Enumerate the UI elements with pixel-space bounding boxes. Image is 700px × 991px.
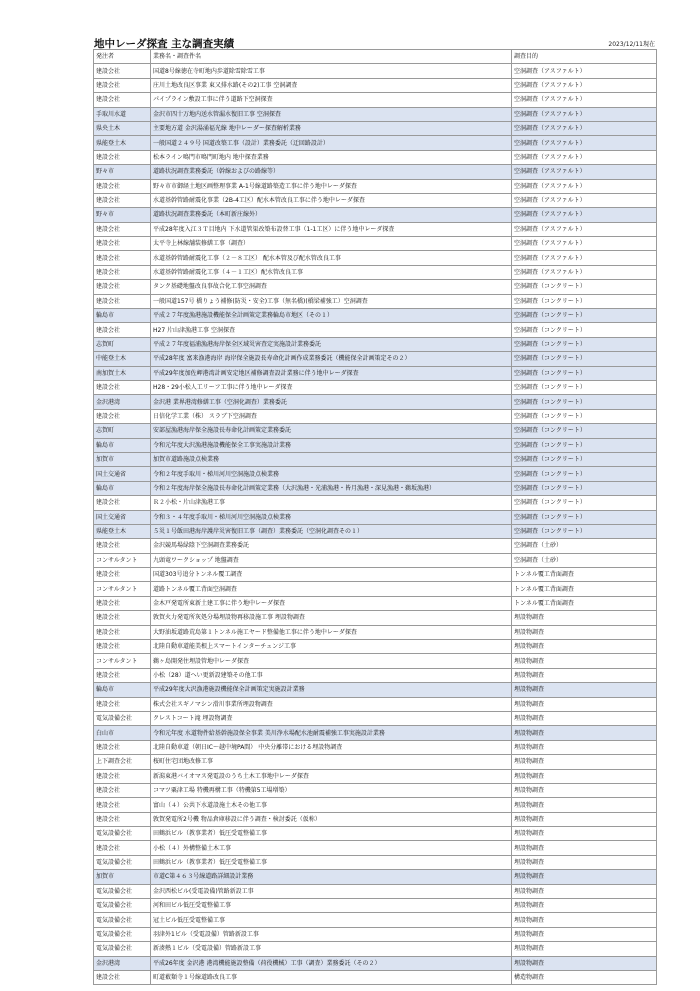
project-name-cell: 水道基幹管路耐震化事業（2B-4工区）配水本管改良工事に伴う地中レーダ探査 <box>151 193 512 207</box>
table-row <box>94 582 657 596</box>
project-name-cell: 金沢港 業界港湾修繕工事（空洞化調査）業務委託 <box>151 395 512 409</box>
client-cell: コンサルタント <box>94 654 151 668</box>
purpose-cell: 空洞調査（アスファルト） <box>512 93 657 107</box>
table-header-row <box>94 50 657 64</box>
table-row <box>94 913 657 927</box>
purpose-cell: 空洞調査（アスファルト） <box>512 121 657 135</box>
project-name-cell: 九頭竜ワークショップ 地盤調査 <box>151 553 512 567</box>
purpose-cell: 空洞調査（アスファルト） <box>512 251 657 265</box>
table-row <box>94 294 657 308</box>
client-cell: 電気設備会社 <box>94 711 151 725</box>
purpose-cell: 空洞調査（コンクリート） <box>512 510 657 524</box>
purpose-cell: 空洞調査（コンクリート） <box>512 323 657 337</box>
header-purpose: 調査目的 <box>512 50 657 64</box>
client-cell: 輪島市 <box>94 309 151 323</box>
purpose-cell: 空洞調査（コンクリート） <box>512 395 657 409</box>
client-cell: 建設会社 <box>94 93 151 107</box>
project-name-cell: ５災１号飯田港海岸護岸災害復旧工事（調査）業務委託（空洞化調査その１） <box>151 524 512 538</box>
table-row <box>94 222 657 236</box>
purpose-cell: 空洞調査（アスファルト） <box>512 136 657 150</box>
client-cell: 志賀町 <box>94 337 151 351</box>
purpose-cell: 埋設物調査 <box>512 956 657 970</box>
project-name-cell: コマツ粟津工場 特機再構工事（特機第5工場増築） <box>151 783 512 797</box>
client-cell: 電気設備会社 <box>94 827 151 841</box>
header-project-name: 業務名・調査件名 <box>151 50 512 64</box>
client-cell: 電気設備会社 <box>94 927 151 941</box>
client-cell: 建設会社 <box>94 280 151 294</box>
project-name-cell: 大野油坂道路荒島第１トンネル施工ヤード整備他工事に伴う地中レーダ探査 <box>151 625 512 639</box>
client-cell: コンサルタント <box>94 582 151 596</box>
purpose-cell: 空洞調査（アスファルト） <box>512 265 657 279</box>
client-cell: 輪島市 <box>94 683 151 697</box>
project-name-cell: パイプライン敷設工事に伴う道路下空洞探査 <box>151 93 512 107</box>
project-name-cell: 道路状況調査業務委託（本町新庄線外） <box>151 208 512 222</box>
project-name-cell: 野々市市御経土地区画整理事業 A-1号線道路築造工事に伴う地中レーダ探査 <box>151 179 512 193</box>
table-row <box>94 942 657 956</box>
project-name-cell: 敦賀火力発電所灰処分場埋設物再移設施工事 埋設物調査 <box>151 611 512 625</box>
table-row <box>94 409 657 423</box>
project-name-cell: 令和元年度 水道物件給基幹施設保全事業 美川浄水場配水池耐震補強工事実施設計業務 <box>151 726 512 740</box>
client-cell: 建設会社 <box>94 625 151 639</box>
project-name-cell: 太平寺上林線舗装修繕工事（調査） <box>151 237 512 251</box>
table-row <box>94 611 657 625</box>
purpose-cell: 埋設物調査 <box>512 755 657 769</box>
project-name-cell: 小松（28）道へい更新設建築その他工事 <box>151 668 512 682</box>
project-name-cell: 令和元年度大沢漁港施設機能保全工事実施設計業務 <box>151 438 512 452</box>
purpose-cell: 埋設物調査 <box>512 726 657 740</box>
table-row <box>94 783 657 797</box>
purpose-cell: 空洞調査（アスファルト） <box>512 222 657 236</box>
purpose-cell: 構造物調査 <box>512 971 657 985</box>
purpose-cell: 埋設物調査 <box>512 769 657 783</box>
purpose-cell: 空洞調査（アスファルト） <box>512 150 657 164</box>
client-cell: 建設会社 <box>94 64 151 78</box>
client-cell: 建設会社 <box>94 323 151 337</box>
table-row <box>94 309 657 323</box>
client-cell: 建設会社 <box>94 971 151 985</box>
client-cell: 建設会社 <box>94 193 151 207</box>
purpose-cell: 埋設物調査 <box>512 841 657 855</box>
project-name-cell: 金沢西松ビル(受電設備)管路新設工事 <box>151 884 512 898</box>
project-name-cell: 一般国道２４９号 国道改築工事（設計）業務委託（迂回路設計） <box>151 136 512 150</box>
client-cell: 志賀町 <box>94 424 151 438</box>
purpose-cell: 空洞調査（コンクリート） <box>512 366 657 380</box>
purpose-cell: トンネル覆工背面調査 <box>512 582 657 596</box>
project-name-cell: 安部屋漁港海岸保全施設長寿命化計画策定業務委託 <box>151 424 512 438</box>
table-row <box>94 827 657 841</box>
table-row <box>94 452 657 466</box>
project-name-cell: 平成２７年度漁港施設機能保全計画策定業務輪島市地区（その１） <box>151 309 512 323</box>
purpose-cell: 空洞調査（コンクリート） <box>512 438 657 452</box>
table-row <box>94 625 657 639</box>
project-name-cell: 北陸自動車道（朝日IC～越中境PA間） 中央分離帯における埋設物調査 <box>151 740 512 754</box>
project-name-cell: 町道薮類寺１号線道路改良工事 <box>151 971 512 985</box>
project-name-cell: 平成26年度 金沢港 港湾機能施設整備（荷役機械）工事（調査）業務委託（その２） <box>151 956 512 970</box>
purpose-cell: 空洞調査（アスファルト） <box>512 193 657 207</box>
project-name-cell: 道路トンネル覆工背面空洞調査 <box>151 582 512 596</box>
purpose-cell: 空洞調査（コンクリート） <box>512 481 657 495</box>
table-row <box>94 237 657 251</box>
client-cell: 建設会社 <box>94 78 151 92</box>
project-name-cell: 敦賀発電所2号機 物品倉庫移設に伴う調査・検討委託（仮称） <box>151 812 512 826</box>
client-cell: 建設会社 <box>94 294 151 308</box>
project-name-cell: 平成28年度入江３Ｔ目地内 下水道管渠改築布設替工事（1-1工区）に伴う地中レーダ探査 <box>151 222 512 236</box>
project-name-cell: タンク基礎地盤改良事故合化工事空洞調査 <box>151 280 512 294</box>
project-name-cell: 主要地方道 金沢湯涌福光線 地中レーダー探査解析業務 <box>151 121 512 135</box>
project-name-cell: 国道303号追分トンネル覆工調査 <box>151 568 512 582</box>
purpose-cell: 空洞調査（コンクリート） <box>512 452 657 466</box>
client-cell: 建設会社 <box>94 769 151 783</box>
project-name-cell: 庄川土地改良区事業 東又排水路(その2)工事 空洞調査 <box>151 78 512 92</box>
client-cell: 電気設備会社 <box>94 942 151 956</box>
table-row <box>94 841 657 855</box>
table-row <box>94 395 657 409</box>
client-cell: 電気設備会社 <box>94 884 151 898</box>
purpose-cell: 埋設物調査 <box>512 812 657 826</box>
table-row <box>94 64 657 78</box>
purpose-cell: 空洞調査（コンクリート） <box>512 380 657 394</box>
project-name-cell: 国道8号線徳在寺町地内歩道除雪除雪工事 <box>151 64 512 78</box>
client-cell: 建設会社 <box>94 740 151 754</box>
table-row <box>94 107 657 121</box>
table-row <box>94 971 657 985</box>
table-row <box>94 956 657 970</box>
table-row <box>94 668 657 682</box>
client-cell: 中能登土木 <box>94 352 151 366</box>
project-name-cell: 平成28年度 富来漁港海岸 海岸保全施設長寿命化計画作成業務委託（機能保全計画策定その２） <box>151 352 512 366</box>
table-row <box>94 769 657 783</box>
client-cell: 手取川水道 <box>94 107 151 121</box>
project-name-cell: クレストコート滝 埋設物調査 <box>151 711 512 725</box>
purpose-cell: 埋設物調査 <box>512 870 657 884</box>
purpose-cell: 空洞調査（コンクリート） <box>512 524 657 538</box>
client-cell: コンサルタント <box>94 553 151 567</box>
client-cell: 建設会社 <box>94 251 151 265</box>
project-name-cell: 金木戸発電所東新土建工事に伴う地中レーダ探査 <box>151 596 512 610</box>
project-name-cell: 新潟東港バイオマス発電設のうち土木工事地中レーダ探査 <box>151 769 512 783</box>
client-cell: 建設会社 <box>94 640 151 654</box>
client-cell: 電気設備会社 <box>94 855 151 869</box>
table-row <box>94 884 657 898</box>
client-cell: 野々市 <box>94 208 151 222</box>
client-cell: 建設会社 <box>94 568 151 582</box>
client-cell: 建設会社 <box>94 222 151 236</box>
table-row <box>94 193 657 207</box>
client-cell: 建設会社 <box>94 539 151 553</box>
table-row <box>94 424 657 438</box>
client-cell: 国土交通省 <box>94 510 151 524</box>
project-name-cell: Ｒ２小松・片山津漁港工事 <box>151 496 512 510</box>
table-row <box>94 553 657 567</box>
project-name-cell: 河和田ビル低圧受電整備工事 <box>151 899 512 913</box>
project-name-cell: 株式会社スギノマシン滑川事業所埋設物調査 <box>151 697 512 711</box>
client-cell: 県央土木 <box>94 121 151 135</box>
project-name-cell: 加賀市道路施設点検業務 <box>151 452 512 466</box>
project-name-cell: 小松（４）外構整備土木工事 <box>151 841 512 855</box>
client-cell: 国土交通省 <box>94 467 151 481</box>
project-name-cell: 令和２年度手取川・梯川河川空洞施設点検業務 <box>151 467 512 481</box>
table-row <box>94 438 657 452</box>
table-row <box>94 496 657 510</box>
table-row <box>94 165 657 179</box>
table-row <box>94 380 657 394</box>
purpose-cell: 空洞調査（コンクリート） <box>512 467 657 481</box>
purpose-cell: 空洞調査（コンクリート） <box>512 294 657 308</box>
purpose-cell: 空洞調査（コンクリート） <box>512 424 657 438</box>
purpose-cell: 埋設物調査 <box>512 913 657 927</box>
table-row <box>94 179 657 193</box>
project-name-cell: 令和２年度海岸保全施設長寿命化計画策定業務（大沢漁港・光浦漁港・皆月漁港・深見漁港・鵜坂漁港） <box>151 481 512 495</box>
purpose-cell: 空洞調査（アスファルト） <box>512 165 657 179</box>
table-row <box>94 208 657 222</box>
survey-results-table <box>93 49 657 985</box>
client-cell: 建設会社 <box>94 179 151 193</box>
client-cell: 南加賀土木 <box>94 366 151 380</box>
project-name-cell: 平成29年度大沢漁港施設機能保全計画策定実施設計業務 <box>151 683 512 697</box>
purpose-cell: トンネル覆工背面調査 <box>512 596 657 610</box>
table-row <box>94 280 657 294</box>
table-row <box>94 899 657 913</box>
table-row <box>94 467 657 481</box>
client-cell: 建設会社 <box>94 237 151 251</box>
purpose-cell: 空洞調査（コンクリート） <box>512 496 657 510</box>
client-cell: 建設会社 <box>94 496 151 510</box>
project-name-cell: 市道C第４６３号線道路詳細設計業務 <box>151 870 512 884</box>
table-row <box>94 510 657 524</box>
purpose-cell: 空洞調査（コンクリート） <box>512 280 657 294</box>
table-row <box>94 78 657 92</box>
table-row <box>94 855 657 869</box>
table-row <box>94 337 657 351</box>
table-row <box>94 683 657 697</box>
table-row <box>94 323 657 337</box>
table-row <box>94 755 657 769</box>
client-cell: 建設会社 <box>94 265 151 279</box>
client-cell: 建設会社 <box>94 668 151 682</box>
client-cell: 輪島市 <box>94 481 151 495</box>
purpose-cell: 埋設物調査 <box>512 855 657 869</box>
purpose-cell: 埋設物調査 <box>512 668 657 682</box>
project-name-cell: 田鶴浜ビル（教事業者）低圧受電整備工事 <box>151 855 512 869</box>
table-row <box>94 812 657 826</box>
project-name-cell: 平成２７年度福浦漁港海岸保全区域災害査定実施設計業務委託 <box>151 337 512 351</box>
client-cell: 加賀市 <box>94 870 151 884</box>
client-cell: 建設会社 <box>94 150 151 164</box>
purpose-cell: 空洞調査（アスファルト） <box>512 179 657 193</box>
purpose-cell: 埋設物調査 <box>512 625 657 639</box>
project-name-cell: 新湊熱１ビル（受電設備）管路新設工事 <box>151 942 512 956</box>
purpose-cell: 空洞調査（コンクリート） <box>512 352 657 366</box>
table-row <box>94 251 657 265</box>
client-cell: 建設会社 <box>94 841 151 855</box>
client-cell: 県能登土木 <box>94 524 151 538</box>
client-cell: 県能登土木 <box>94 136 151 150</box>
client-cell: 野々市 <box>94 165 151 179</box>
purpose-cell: 空洞調査（アスファルト） <box>512 78 657 92</box>
client-cell: 輪島市 <box>94 438 151 452</box>
table-row <box>94 711 657 725</box>
purpose-cell: 埋設物調査 <box>512 654 657 668</box>
table-row <box>94 596 657 610</box>
purpose-cell: 空洞調査（土砂） <box>512 553 657 567</box>
table-row <box>94 121 657 135</box>
project-name-cell: 水道基幹管路耐震化工事（２－８工区） 配水本管及び配水管改良工事 <box>151 251 512 265</box>
client-cell: 建設会社 <box>94 409 151 423</box>
client-cell: 金沢港湾 <box>94 395 151 409</box>
header-client: 発注者 <box>94 50 151 64</box>
project-name-cell: 羽津外1ビル（受電設備）管路新設工事 <box>151 927 512 941</box>
project-name-cell: 鵜ヶ島開発住埋設管地中レーダ探査 <box>151 654 512 668</box>
as-of-date: 2023/12/11現在 <box>608 41 655 48</box>
purpose-cell: 埋設物調査 <box>512 827 657 841</box>
project-name-cell: 北陸自動車道能美根上スマートインターチェンジ工事 <box>151 640 512 654</box>
purpose-cell: 埋設物調査 <box>512 899 657 913</box>
purpose-cell: 埋設物調査 <box>512 942 657 956</box>
purpose-cell: 空洞調査（アスファルト） <box>512 208 657 222</box>
table-row <box>94 539 657 553</box>
table-row <box>94 927 657 941</box>
project-name-cell: 道路状況調査業務委託（幹線およびの路線等） <box>151 165 512 179</box>
purpose-cell: 埋設物調査 <box>512 697 657 711</box>
project-name-cell: H27 片山津漁港工事 空洞探査 <box>151 323 512 337</box>
client-cell: 建設会社 <box>94 798 151 812</box>
purpose-cell: トンネル覆工背面調査 <box>512 568 657 582</box>
table-row <box>94 640 657 654</box>
project-name-cell: 松本ライン鳴門市鳴門町地内 地中探査業務 <box>151 150 512 164</box>
purpose-cell: 空洞調査（アスファルト） <box>512 64 657 78</box>
purpose-cell: 埋設物調査 <box>512 711 657 725</box>
client-cell: 上下調査会社 <box>94 755 151 769</box>
client-cell: 建設会社 <box>94 596 151 610</box>
purpose-cell: 埋設物調査 <box>512 640 657 654</box>
client-cell: 建設会社 <box>94 697 151 711</box>
purpose-cell: 埋設物調査 <box>512 783 657 797</box>
project-name-cell: 田鶴浜ビル（教事業者）低圧受電整備工事 <box>151 827 512 841</box>
purpose-cell: 空洞調査（アスファルト） <box>512 107 657 121</box>
table-row <box>94 568 657 582</box>
client-cell: 金沢港湾 <box>94 956 151 970</box>
client-cell: 建設会社 <box>94 611 151 625</box>
project-name-cell: 富山（４）公共下水道設施土木その他工事 <box>151 798 512 812</box>
purpose-cell: 空洞調査（コンクリート） <box>512 309 657 323</box>
project-name-cell: 一般国道157号 橋りょう補修(防災・安全)工事（無名橋)(橋梁補強工）空洞調査 <box>151 294 512 308</box>
page-title: 地中レーダ探査 主な調査実績 <box>94 38 235 50</box>
table-row <box>94 697 657 711</box>
table-row <box>94 654 657 668</box>
project-name-cell: 金沢市四十万地内送水管漏水復旧工事 空洞探査 <box>151 107 512 121</box>
table-row <box>94 870 657 884</box>
table-row <box>94 481 657 495</box>
purpose-cell: 埋設物調査 <box>512 884 657 898</box>
project-name-cell: 日信化学工業（株） スラブ下空洞調査 <box>151 409 512 423</box>
client-cell: 建設会社 <box>94 380 151 394</box>
client-cell: 建設会社 <box>94 812 151 826</box>
project-name-cell: 冠土ビル低圧受電整備工事 <box>151 913 512 927</box>
table-row <box>94 352 657 366</box>
purpose-cell: 空洞調査（コンクリート） <box>512 337 657 351</box>
table-row <box>94 366 657 380</box>
purpose-cell: 空洞調査（コンクリート） <box>512 409 657 423</box>
client-cell: 白山市 <box>94 726 151 740</box>
project-name-cell: 水道基幹管路耐震化工事（４－１工区）配水管改良工事 <box>151 265 512 279</box>
purpose-cell: 埋設物調査 <box>512 740 657 754</box>
client-cell: 加賀市 <box>94 452 151 466</box>
table-row <box>94 740 657 754</box>
project-name-cell: 平成29年度加佐岬港湾計画安定地区補修調査設計業務に伴う地中レーダ探査 <box>151 366 512 380</box>
purpose-cell: 埋設物調査 <box>512 927 657 941</box>
purpose-cell: 埋設物調査 <box>512 611 657 625</box>
purpose-cell: 埋設物調査 <box>512 798 657 812</box>
purpose-cell: 空洞調査（アスファルト） <box>512 237 657 251</box>
table-row <box>94 93 657 107</box>
client-cell: 電気設備会社 <box>94 899 151 913</box>
purpose-cell: 埋設物調査 <box>512 683 657 697</box>
table-row <box>94 798 657 812</box>
client-cell: 建設会社 <box>94 783 151 797</box>
table-row <box>94 524 657 538</box>
purpose-cell: 空洞調査（土砂） <box>512 539 657 553</box>
table-row <box>94 136 657 150</box>
project-name-cell: 金沢競馬場緑陰下空洞調査業務委託 <box>151 539 512 553</box>
table-row <box>94 150 657 164</box>
client-cell: 電気設備会社 <box>94 913 151 927</box>
table-row <box>94 265 657 279</box>
project-name-cell: 桜町住宅団地改修工事 <box>151 755 512 769</box>
project-name-cell: 令和３・４年度手取川・梯川河川空洞施設点検業務 <box>151 510 512 524</box>
project-name-cell: H28・29小松人工リーフ工事に伴う地中レーダ探査 <box>151 380 512 394</box>
table-row <box>94 726 657 740</box>
